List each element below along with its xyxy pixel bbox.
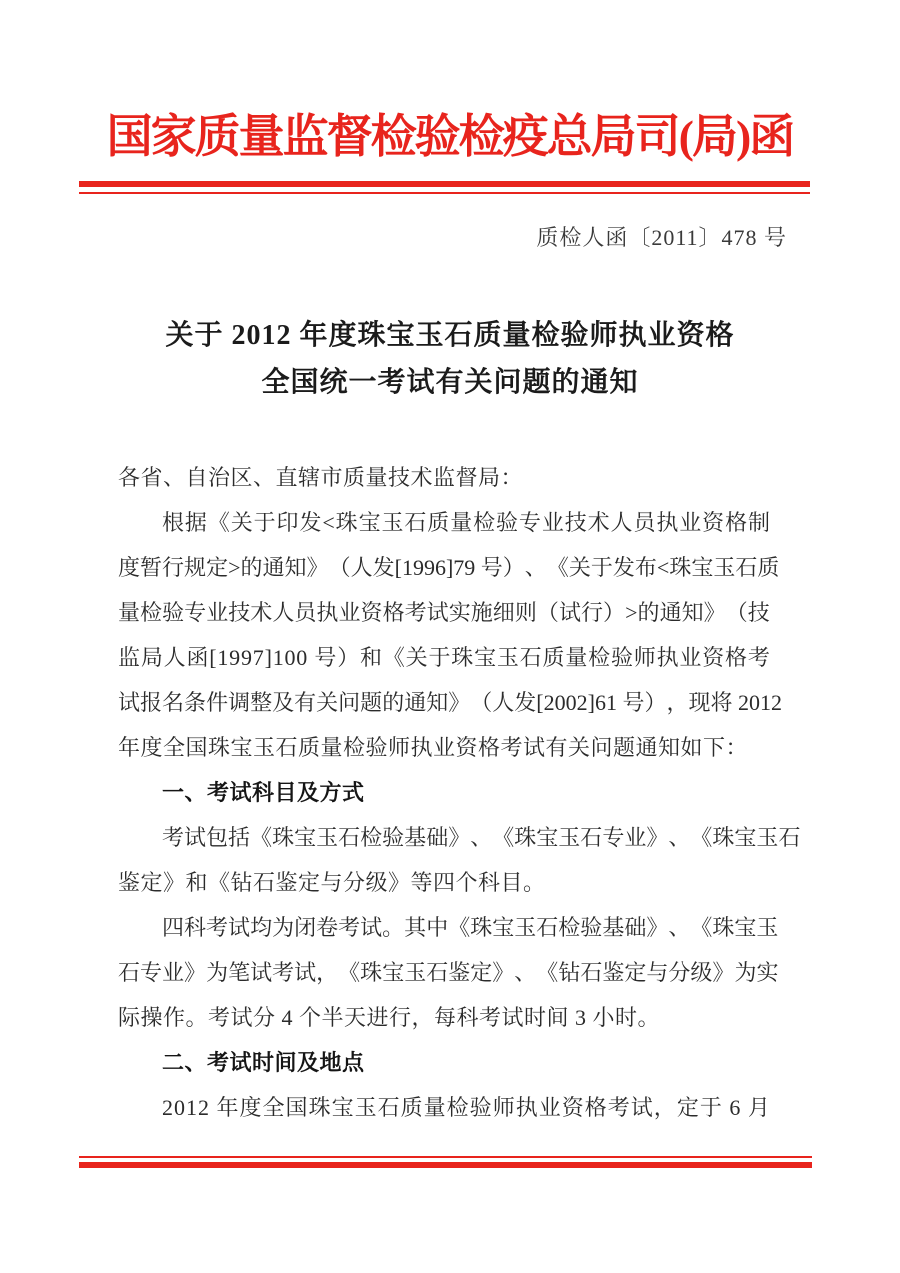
body-line: 二、考试时间及地点 (162, 1050, 365, 1075)
body-line: 石 专 业 》 为 笔 试 考 试 ， 《 珠 宝 玉 石 鉴 定 》 、 《 钻 石 鉴 定 与 分 级 》 为 实 (118, 960, 779, 985)
doc-title (0, 312, 900, 406)
body-line: 鉴定》和《钻石鉴定与分级》等四个科目。 (118, 870, 546, 895)
body-line: 2 0 1 2 年 度 全 国 珠 宝 玉 石 质 量 检 验 师 执 业 资 格 考 试 ， 定 于 6 月 (162, 1095, 770, 1120)
body-line: 考 试 包 括 《 珠 宝 玉 石 检 验 基 础 》 、 《 珠 宝 玉 石 专 业 》 、 《 珠 宝 玉 石 (162, 825, 801, 850)
body-line: 一、考试科目及方式 (162, 780, 365, 805)
body-line: 四 科 考 试 均 为 闭 卷 考 试 。 其 中 《 珠 宝 玉 石 检 验 基 础 》 、 《 珠 宝 玉 (162, 915, 779, 940)
doc-number: 质检人函〔2011〕478 号 (536, 225, 787, 250)
body-lines (118, 455, 801, 1130)
body-line: 试 报 名 条 件 调 整 及 有 关 问 题 的 通 知 》 （ 人 发 [ 2 0 0 2 ] 6 1 号 ） ， 现 将 2 0 1 2 (118, 690, 783, 715)
body-line: 年度全国珠宝玉石质量检验师执业资格考试有关问题通知如下： (118, 735, 749, 760)
footer-rule-thin (79, 1156, 812, 1158)
header-rule-thick (79, 181, 810, 187)
doc-title-line2: 全国统一考试有关问题的通知 (261, 367, 639, 398)
body-line: 各省、自治区、直辖市质量技术监督局： (118, 465, 524, 490)
doc-title-line1: 关于 2012 年度珠宝玉石质量检验师执业资格 (165, 320, 735, 351)
body-line: 度 暂 行 规 定 > 的 通 知 》 （ 人 发 [ 1 9 9 6 ] 7 9 号 ） 、 《 关 于 发 布 < 珠 宝 玉 石 质 (118, 555, 780, 580)
footer-rule-thick (79, 1162, 812, 1168)
body-line: 量 检 验 专 业 技 术 人 员 执 业 资 格 考 试 实 施 细 则 （ 试 行 ） > 的 通 知 》 （ 技 (118, 600, 770, 625)
body-line: 监 局 人 函 [ 1 9 9 7 ] 1 0 0 号 ） 和 《 关 于 珠 宝 玉 石 质 量 检 验 师 执 业 资 格 考 (118, 645, 770, 670)
header-rule-thin (79, 192, 810, 194)
body-line: 根 据 《 关 于 印 发 < 珠 宝 玉 石 质 量 检 验 专 业 技 术 人 员 执 业 资 格 制 (162, 510, 770, 535)
letterhead-title: 国家质量监督检验检疫总局司(局)函 (106, 111, 794, 162)
body-line: 际操作。考试分 4 个半天进行，每科考试时间 3 小时。 (118, 1005, 661, 1030)
